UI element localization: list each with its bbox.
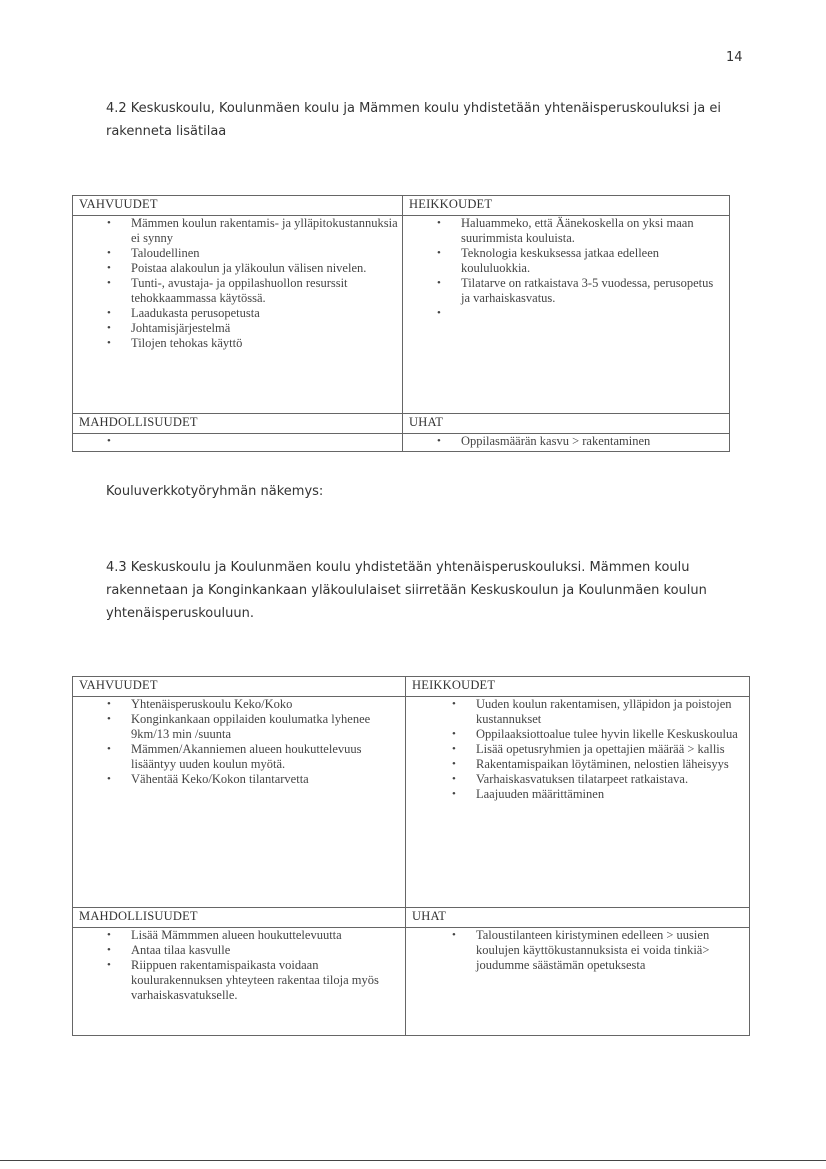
weaknesses-list <box>412 697 745 802</box>
list-item: • Taloudellinen <box>131 246 398 261</box>
list-item: • Vähentää Keko/Kokon tilantarvetta <box>131 772 401 787</box>
list-item: • Oppilaaksiottoalue tulee hyvin likelle Keskuskoulua <box>476 727 745 742</box>
list-item: • Haluammeko, että Äänekoskella on yksi maan suurimmista kouluista. <box>461 216 725 246</box>
threats-header: UHAT <box>403 414 730 434</box>
list-item: • Konginkankaan oppilaiden koulumatka lyhenee 9km/13 min /suunta <box>131 712 401 742</box>
list-item: • Yhtenäisperuskoulu Keko/Koko <box>131 697 401 712</box>
list-item: • Laadukasta perusopetusta <box>131 306 398 321</box>
weaknesses-header: HEIKKOUDET <box>406 677 750 697</box>
list-item: • Taloustilanteen kiristyminen edelleen > uusien koulujen käyttökustannuksista ei voida tinkiä> joudumme säästämän opetuksesta <box>476 928 745 973</box>
list-item: • Mämmen koulun rakentamis- ja ylläpitokustannuksia ei synny <box>131 216 398 246</box>
opportunities-header: MAHDOLLISUUDET <box>73 908 406 928</box>
list-item: • Varhaiskasvatuksen tilatarpeet ratkaistava. <box>476 772 745 787</box>
section-4-3-heading: 4.3 Keskuskoulu ja Koulunmäen koulu yhdistetään yhtenäisperuskouluksi. Mämmen koulu rakennetaan ja Konginkankaan yläkoululaiset siirretään Keskuskoulun ja Koulunmäen koulun yhtenäisperuskouluun. <box>106 560 707 621</box>
weaknesses-list <box>409 216 725 321</box>
page-number: 14 <box>726 50 743 65</box>
list-item: • Antaa tilaa kasvulle <box>131 943 401 958</box>
threats-header: UHAT <box>406 908 750 928</box>
opportunities-list <box>79 928 401 1003</box>
swot-table-4-2 <box>72 195 730 452</box>
list-item: • Lisää opetusryhmien ja opettajien määrää > kallis <box>476 742 745 757</box>
strengths-list <box>79 697 401 787</box>
page-bottom-rule <box>0 1160 826 1161</box>
list-item <box>131 434 398 449</box>
strengths-header: VAHVUUDET <box>73 677 406 697</box>
list-item <box>461 306 725 321</box>
list-item: • Riippuen rakentamispaikasta voidaan koulurakennuksen yhteyteen rakentaa tiloja myös varhaiskasvatukselle. <box>131 958 401 1003</box>
list-item: • Laajuuden määrittäminen <box>476 787 745 802</box>
strengths-list <box>79 216 398 351</box>
list-item: • Uuden koulun rakentamisen, ylläpidon ja poistojen kustannukset <box>476 697 745 727</box>
section-4-2-heading: 4.2 Keskuskoulu, Koulunmäen koulu ja Mämmen koulu yhdistetään yhtenäisperuskouluksi ja ei rakenneta lisätilaa <box>106 101 721 139</box>
list-item: • Tilojen tehokas käyttö <box>131 336 398 351</box>
opportunities-list <box>79 434 398 449</box>
list-item: • Tunti-, avustaja- ja oppilashuollon resurssit tehokkaammassa käytössä. <box>131 276 398 306</box>
list-item: • Poistaa alakoulun ja yläkoulun välisen nivelen. <box>131 261 398 276</box>
list-item: • Teknologia keskuksessa jatkaa edelleen koululuokkia. <box>461 246 725 276</box>
list-item: • Johtamisjärjestelmä <box>131 321 398 336</box>
threats-list <box>409 434 725 449</box>
list-item: • Lisää Mämmmen alueen houkuttelevuutta <box>131 928 401 943</box>
list-item: • Oppilasmäärän kasvu > rakentaminen <box>461 434 725 449</box>
list-item: • Mämmen/Akanniemen alueen houkuttelevuus lisääntyy uuden koulun myötä. <box>131 742 401 772</box>
working-group-view-label: Kouluverkkotyöryhmän näkemys: <box>106 484 324 499</box>
strengths-header: VAHVUUDET <box>73 196 403 216</box>
threats-list <box>412 928 745 973</box>
list-item: • Rakentamispaikan löytäminen, nelostien läheisyys <box>476 757 745 772</box>
weaknesses-header: HEIKKOUDET <box>403 196 730 216</box>
list-item: • Tilatarve on ratkaistava 3-5 vuodessa, perusopetus ja varhaiskasvatus. <box>461 276 725 306</box>
swot-table-4-3 <box>72 676 750 1036</box>
opportunities-header: MAHDOLLISUUDET <box>73 414 403 434</box>
